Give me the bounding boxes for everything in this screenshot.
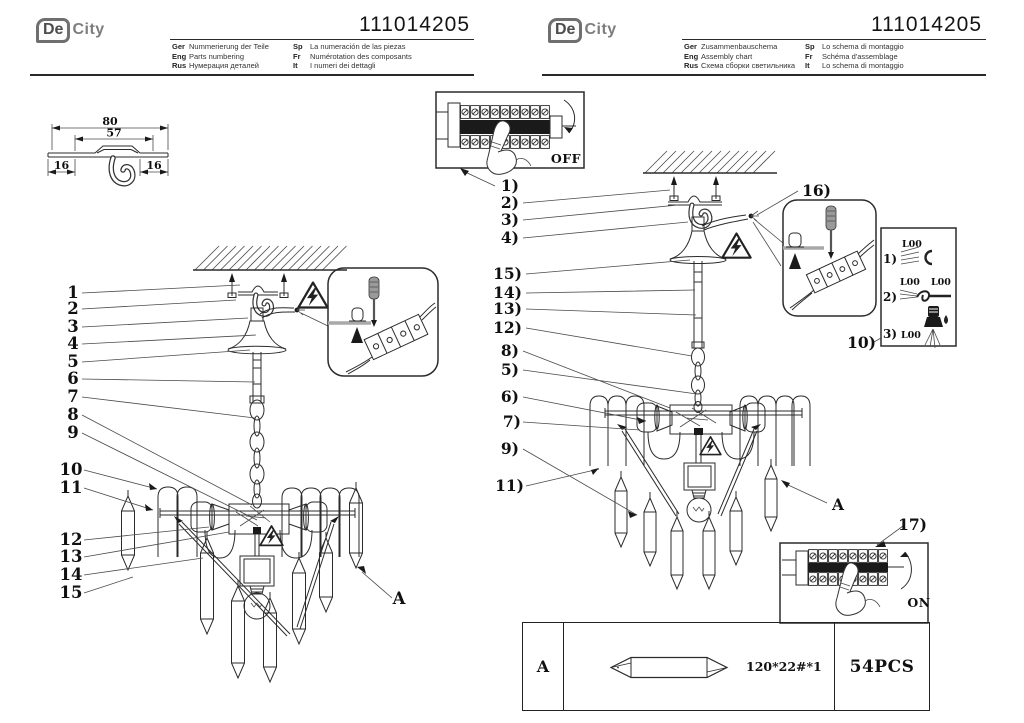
wire-step-1-label: L00 <box>902 239 922 250</box>
brand-de: De <box>555 21 576 38</box>
lang-code: It <box>805 61 810 71</box>
right-ceiling-hatch <box>643 151 777 173</box>
step-2-label: 2) <box>500 193 519 212</box>
callout-10: 10 <box>59 460 83 479</box>
crystal-ref-label: A <box>392 589 406 608</box>
part-qty: 54PCS <box>849 656 915 677</box>
power-on-label: ON <box>907 595 931 610</box>
wire-step-3-label: L00 <box>901 330 921 341</box>
warning-triangle-icon <box>700 437 721 455</box>
lang-text: Assembly chart <box>701 51 753 61</box>
lang-text: Схема сборки светильника <box>701 61 796 71</box>
right-canopy-chain <box>670 211 783 413</box>
power-off-label: OFF <box>550 151 582 166</box>
right-crystals <box>615 459 777 589</box>
parts-table <box>522 622 930 711</box>
brand-city: City <box>72 21 105 38</box>
wire-step-2-label-b: L00 <box>931 277 951 288</box>
lang-text: Lo schema di montaggio <box>822 42 904 51</box>
parts-table-item-cell <box>564 623 835 710</box>
step-1-label: 1) <box>500 176 519 195</box>
part-size: 120*22#*1 <box>746 659 822 674</box>
step-12-label: 12) <box>493 318 522 337</box>
callout-6: 6 <box>67 369 79 388</box>
dim-overall-label: 80 <box>102 115 118 128</box>
step-6-label: 6) <box>500 387 519 406</box>
lang-code: Fr <box>805 51 813 61</box>
step-9-label: 9) <box>500 439 519 458</box>
lang-code: Rus <box>684 61 699 71</box>
step-4-label: 4) <box>500 228 519 247</box>
rotate-arrow-up <box>901 552 911 589</box>
callout-3: 3 <box>67 317 79 336</box>
dim-tab-left-label: 16 <box>53 159 70 172</box>
callout-2: 2 <box>67 299 79 318</box>
lang-text: Nummerierung der Teile <box>189 42 269 51</box>
wire-guide-box <box>847 228 956 352</box>
lang-code: Sp <box>293 42 303 51</box>
bracket-dimension-drawing <box>48 115 168 184</box>
lang-text: La numeración de las piezas <box>310 42 406 51</box>
callout-5: 5 <box>67 352 79 371</box>
brand-city: City <box>584 21 617 38</box>
lang-code: Ger <box>172 42 185 51</box>
right-callouts <box>493 181 845 518</box>
lang-code: Sp <box>805 42 815 51</box>
crystal-drawing <box>608 654 730 681</box>
dim-tab-right-label: 16 <box>146 159 162 172</box>
lang-text: Lo schema di montaggio <box>822 61 904 71</box>
lang-code: Fr <box>293 51 301 61</box>
warning-triangle-icon <box>260 526 283 545</box>
warning-triangle-icon <box>722 234 750 258</box>
model-number: 111014205 <box>871 13 982 36</box>
step-17-label: 17) <box>898 515 927 534</box>
wire-step-2-label-a: L00 <box>900 277 920 288</box>
lang-text: Parts numbering <box>189 51 245 61</box>
callout-1: 1 <box>67 283 79 302</box>
crystal-ref-label: A <box>832 495 845 514</box>
breaker-on-inset <box>780 515 931 623</box>
callout-9: 9 <box>67 423 79 442</box>
lang-text: Schéma d'assemblage <box>822 51 898 61</box>
lang-code: Eng <box>684 51 699 61</box>
step-5-label: 5) <box>500 360 519 379</box>
wire-nut-icon <box>924 306 948 348</box>
dim-inner-label: 57 <box>106 126 122 140</box>
warning-triangle-icon <box>298 283 327 308</box>
callout-11: 11 <box>59 478 83 497</box>
lang-code: Ger <box>684 42 697 51</box>
brand-de: De <box>43 21 64 38</box>
step-13-label: 13) <box>493 299 522 318</box>
breaker-off-inset <box>436 92 584 195</box>
lang-text: Нумерация деталей <box>189 61 259 71</box>
lang-text: Numérotation des composants <box>310 51 412 61</box>
wire-step-1-num: 1) <box>882 252 897 266</box>
callout-13: 13 <box>59 547 83 566</box>
lang-code: Eng <box>172 51 187 61</box>
lang-code: Rus <box>172 61 187 71</box>
model-number: 111014205 <box>359 13 470 36</box>
step-14-label: 14) <box>493 283 522 302</box>
step-15-label: 15) <box>493 264 522 283</box>
callout-4: 4 <box>67 334 79 353</box>
step-11-label: 11) <box>495 476 524 495</box>
parts-table-qty-cell <box>835 623 929 710</box>
left-chandelier-body <box>158 487 359 636</box>
callout-14: 14 <box>59 565 83 584</box>
parts-table-ref-cell <box>523 623 564 710</box>
part-ref: A <box>536 657 550 676</box>
callout-8: 8 <box>67 405 79 424</box>
lang-text: Zusammenbauschema <box>701 42 778 51</box>
lang-text: I numeri dei dettagli <box>310 61 376 71</box>
wire-step-2-num: 2) <box>882 290 897 304</box>
step-10-label: 10) <box>847 333 876 352</box>
left-wiring-inset <box>328 268 438 376</box>
step-8-label: 8) <box>500 341 519 360</box>
step-7-label: 7) <box>502 412 521 431</box>
right-hook-mounting <box>668 176 722 226</box>
callout-12: 12 <box>59 530 83 549</box>
step-3-label: 3) <box>500 210 519 229</box>
callout-15: 15 <box>59 583 83 602</box>
wire-step-3-num: 3) <box>882 327 897 341</box>
left-callouts <box>60 283 406 608</box>
lang-code: It <box>293 61 298 71</box>
left-ceiling-hatch <box>193 246 347 270</box>
callout-7: 7 <box>67 387 79 406</box>
right-wiring-inset <box>783 200 876 316</box>
step-16-label: 16) <box>802 181 831 200</box>
